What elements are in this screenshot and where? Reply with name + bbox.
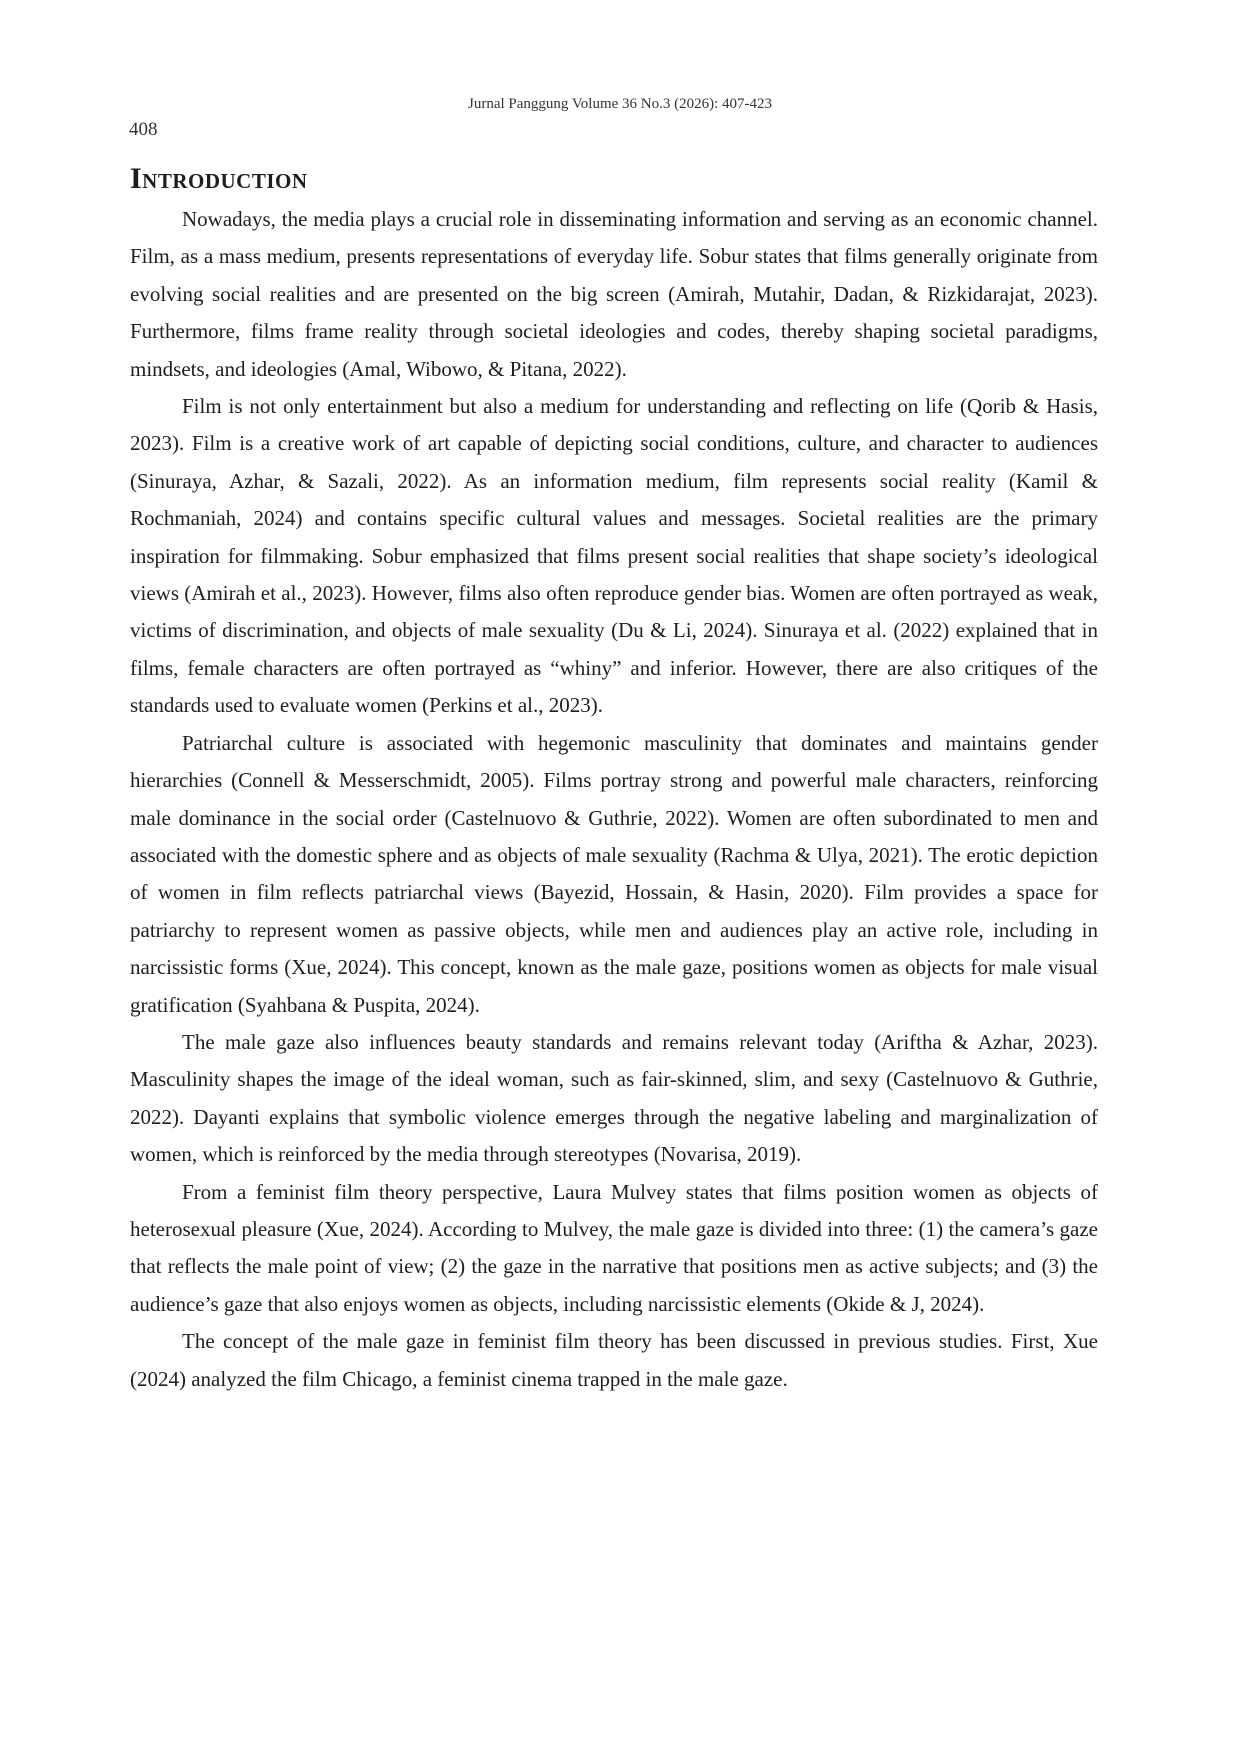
- paragraph-2: Film is not only entertainment but also a medium for understanding and reflecting on life (Qorib & Hasis, 2023). Film is a creative work of art capable of depicting social conditions, culture, and character to audiences (Sinuraya, Azhar, & Sazali, 2022). As an information medium, film represents social reality (Kamil & Rochmaniah, 2024) and contains specific cultural values and messages. Societal realities are the primary inspiration for filmmaking. Sobur emphasized that films present social realities that shape society’s ideological views (Amirah et al., 2023). However, films also often reproduce gender bias. Women are often portrayed as weak, victims of discrimination, and objects of male sexuality (Du & Li, 2024). Sinuraya et al. (2022) explained that in films, female characters are often portrayed as “whiny” and inferior. However, there are also critiques of the standards used to evaluate women (Perkins et al., 2023).: [130, 394, 1098, 718]
- paragraph-5: From a feminist film theory perspective, Laura Mulvey states that films position women as objects of heterosexual pleasure (Xue, 2024). According to Mulvey, the male gaze is divided into three: (1) the camera’s gaze that reflects the male point of view; (2) the gaze in the narrative that positions men as active subjects; and (3) the audience’s gaze that also enjoys women as objects, including narcissistic elements (Okide & J, 2024).: [130, 1179, 1098, 1316]
- paragraph-4: The male gaze also influences beauty standards and remains relevant today (Ariftha & Azhar, 2023). Masculinity shapes the image of the ideal woman, such as fair-skinned, slim, and sexy (Castelnuovo & Guthrie, 2022). Dayanti explains that symbolic violence emerges through the negative labeling and marginalization of women, which is reinforced by the media through stereotypes (Novarisa, 2019).: [130, 1029, 1098, 1167]
- running-header: Jurnal Panggung Volume 36 No.3 (2026): 407-423: [467, 96, 772, 112]
- paragraph-1: Nowadays, the media plays a crucial role in disseminating information and serving as an economic channel. Film, as a mass medium, presents representations of everyday life. Sobur states that films generally originate from evolving social realities and are presented on the big screen (Amirah, Mutahir, Dadan, & Rizkidarajat, 2023). Furthermore, films frame reality through societal ideologies and codes, thereby shaping societal paradigms, mindsets, and ideologies (Amal, Wibowo, & Pitana, 2022).: [130, 207, 1098, 381]
- page-number: 408: [129, 119, 158, 140]
- article-body: [130, 160, 1098, 1398]
- paragraph-3: Patriarchal culture is associated with hegemonic masculinity that dominates and maintains gender hierarchies (Connell & Messerschmidt, 2005). Films portray strong and powerful male characters, reinforcing male dominance in the social order (Castelnuovo & Guthrie, 2022). Women are often subordinated to men and associated with the domestic sphere and as objects of male sexuality (Rachma & Ulya, 2021). The erotic depiction of women in film reflects patriarchal views (Bayezid, Hossain, & Hasin, 2020). Film provides a space for patriarchy to represent women as passive objects, while men and audiences play an active role, including in narcissistic forms (Xue, 2024). This concept, known as the male gaze, positions women as objects for male visual gratification (Syahbana & Puspita, 2024).: [130, 730, 1098, 1017]
- section-heading: Introduction: [130, 162, 308, 195]
- paragraph-6: The concept of the male gaze in feminist film theory has been discussed in previous studies. First, Xue (2024) analyzed the film Chicago, a feminist cinema trapped in the male gaze.: [130, 1329, 1098, 1391]
